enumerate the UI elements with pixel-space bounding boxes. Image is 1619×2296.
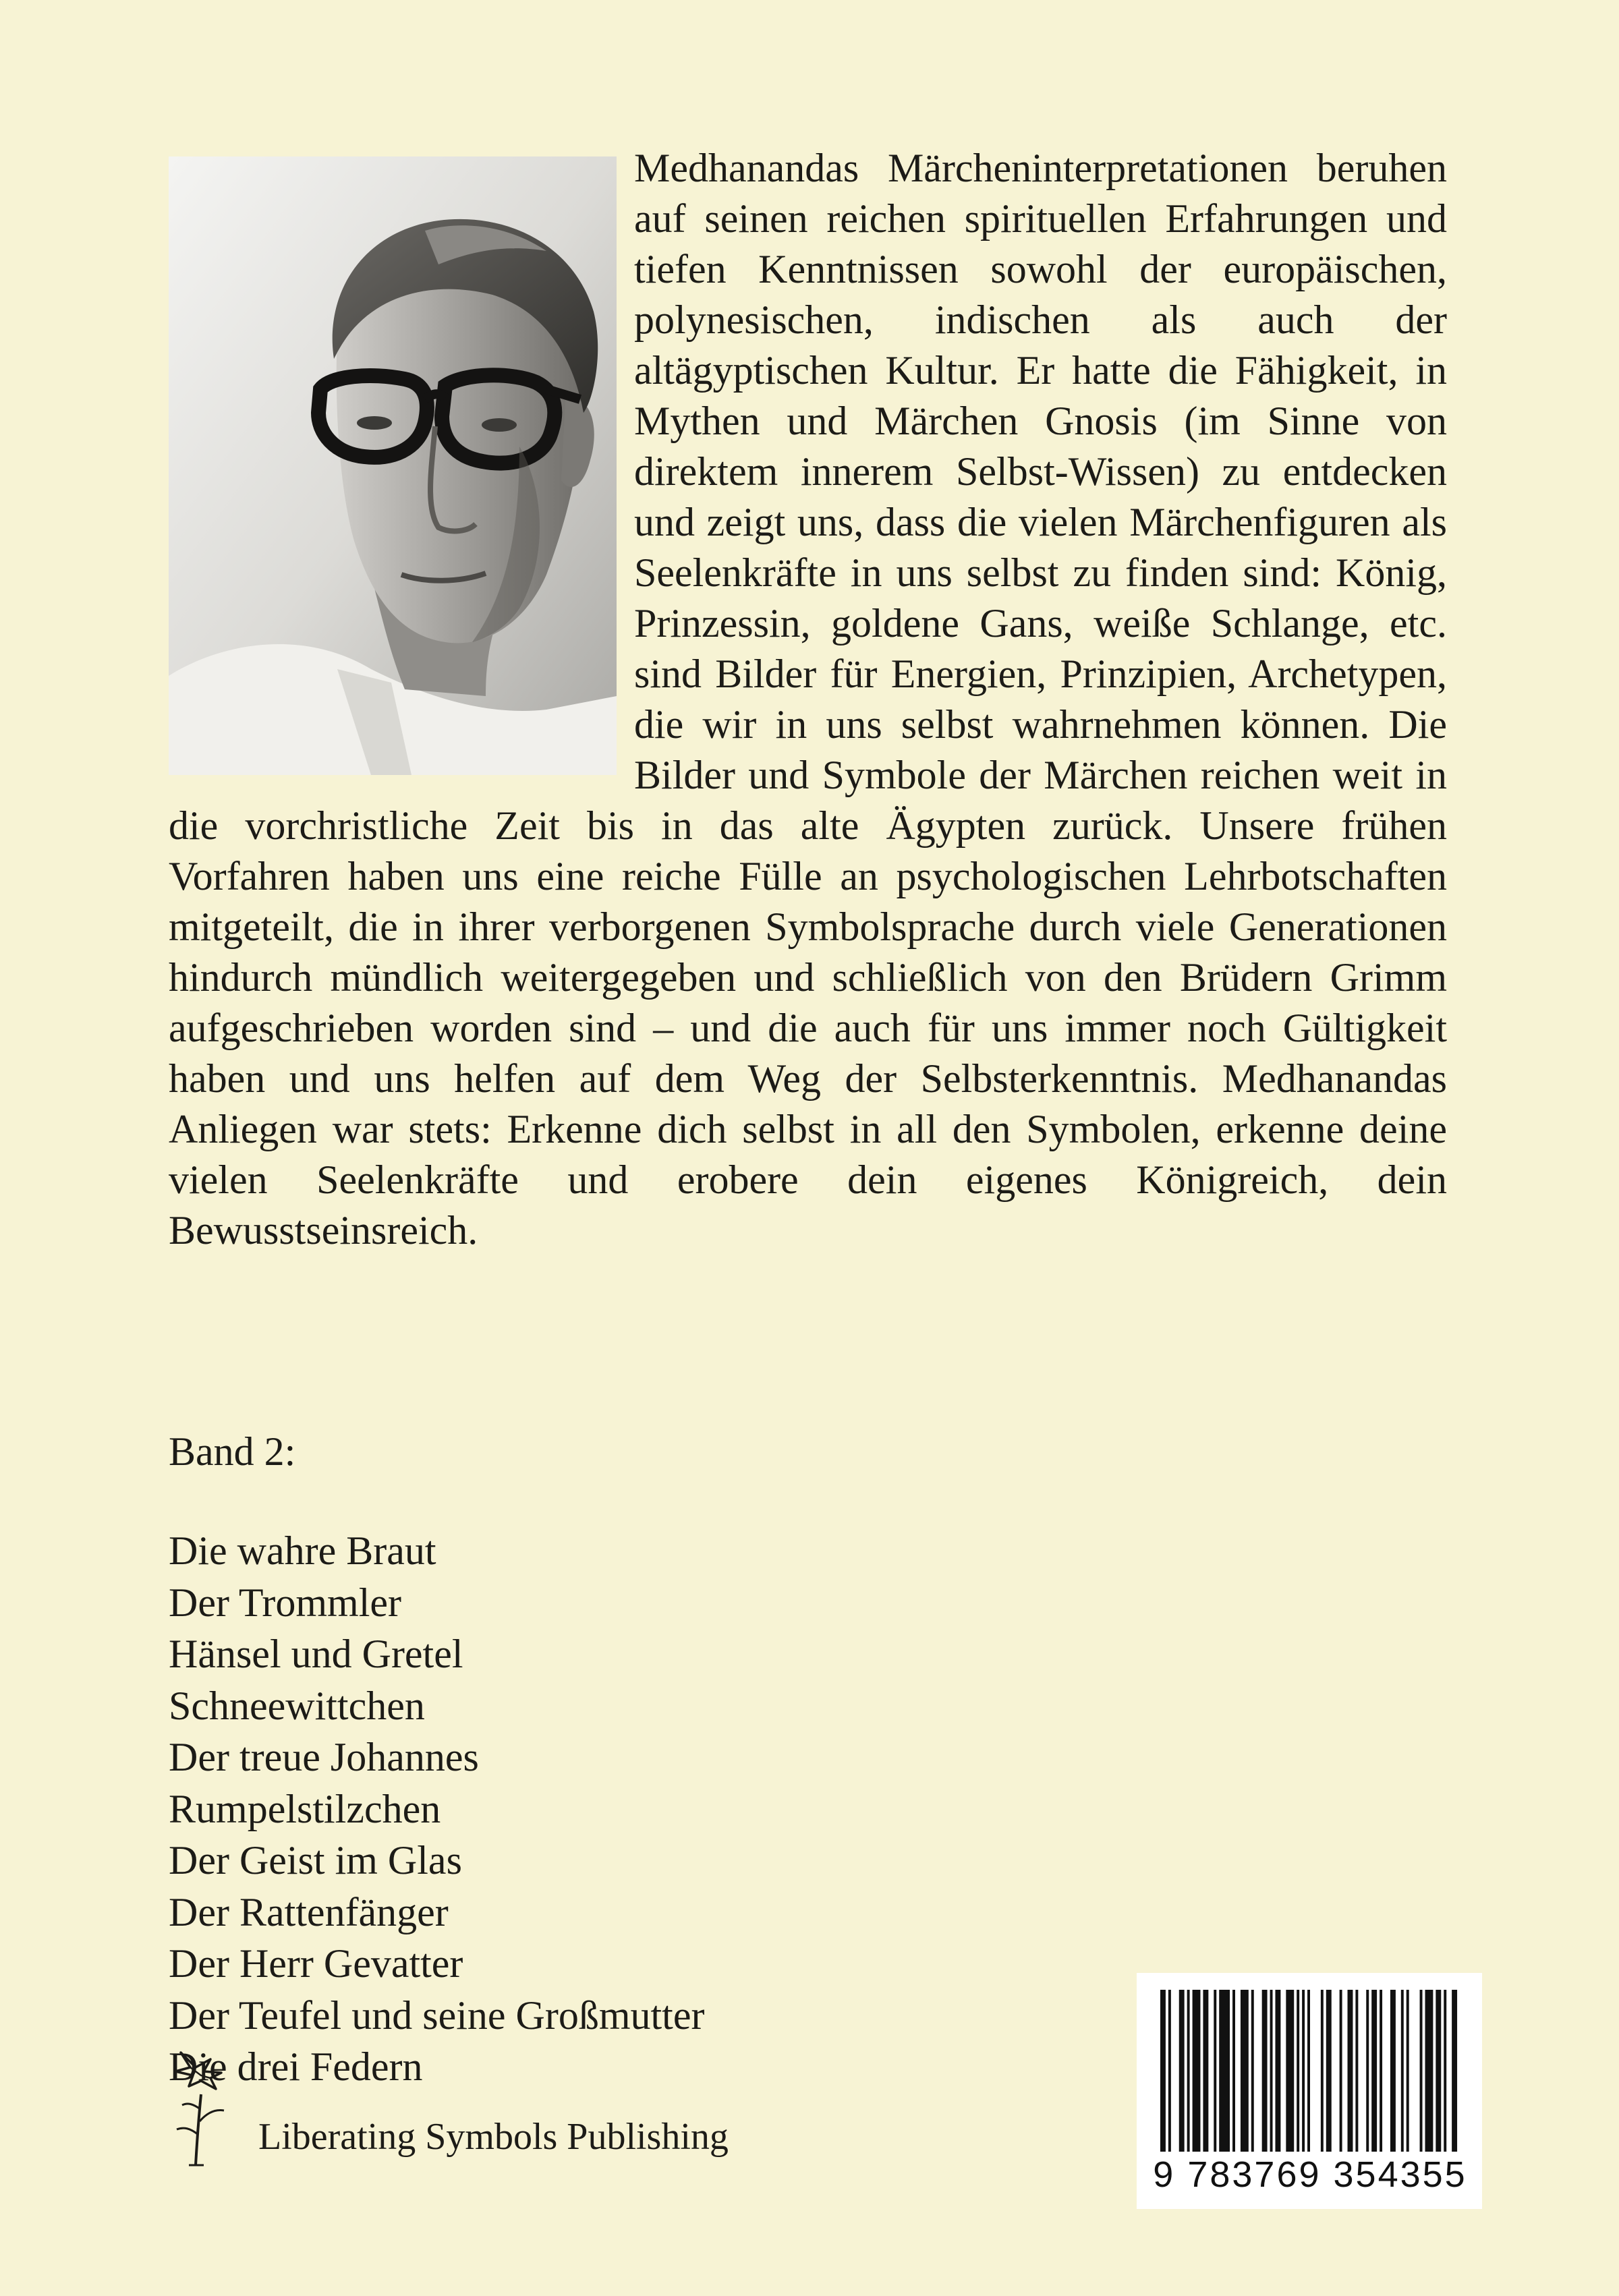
barcode-bar: [1407, 1990, 1409, 2152]
barcode-digits: 9 783769 354355: [1153, 2154, 1467, 2195]
barcode-bar: [1307, 1990, 1310, 2152]
barcode-bar: [1203, 1990, 1208, 2152]
barcode-bar: [1420, 1990, 1423, 2152]
barcode-bar: [1193, 1990, 1201, 2152]
barcode-bar: [1366, 1990, 1369, 2152]
barcode-bar: [1219, 1990, 1230, 2152]
barcode-bar: [1326, 1990, 1332, 2152]
blurb-text: [169, 143, 1447, 1256]
barcode-bar: [1168, 1990, 1171, 2152]
barcode-bar: [1251, 1990, 1254, 2152]
blurb-content: Medhanandas Märcheninterpretationen beruhen auf seinen reichen spirituellen Erfahrungen und tiefen Kenntnissen sowohl der europäischen, polynesischen, indischen als auch der altägyptischen Kultur. Er hatte die Fähigkeit, in Mythen und Märchen Gnosis (im Sinne von direktem innerem Selbst-Wissen) zu entdecken und zeigt uns, dass die vielen Märchenfiguren als Seelenkräfte in uns selbst zu finden sind: König, Prinzessin, goldene Gans, weiße Schlange, etc. sind Bilder für Energien, Prinzipien, Archetypen, die wir in uns selbst wahrnehmen können. Die Bilder und Symbole der Märchen reichen weit in die vorchristliche Zeit bis in das alte Ägypten zurück. Unsere frühen Vorfahren haben uns eine reiche Fülle an psychologischen Lehrbotschaften mitgeteilt, die in ihrer verborgenen Symbolsprache durch viele Generationen hindurch mündlich weitergegeben und schließlich von den Brüdern Grimm aufgeschrieben worden sind – und die auch für uns immer noch Gültigkeit haben und uns helfen auf dem Weg der Selbsterkenntnis. Medhanandas Anliegen war stets: Erkenne dich selbst in all den Symbolen, erkenne deine vielen Seelenkräfte und erobere dein eigenes Königreich, dein Bewusstseinsreich.: [169, 146, 1447, 1253]
publisher: [169, 2047, 776, 2169]
barcode-bar: [1348, 1990, 1353, 2152]
tale-item: Die drei Federn: [169, 2044, 423, 2089]
barcode-bar: [1187, 1990, 1190, 2152]
barcode-bar: [1270, 1990, 1273, 2152]
barcode-bar: [1452, 1990, 1457, 2152]
barcode-bar: [1232, 1990, 1235, 2152]
barcode-bars-icon: [1160, 1990, 1462, 2152]
tale-item: Rumpelstilzchen: [169, 1786, 441, 1831]
band-heading: Band 2:: [169, 1429, 296, 1474]
tale-item: Schneewittchen: [169, 1683, 425, 1728]
tale-item: Der Teufel und seine Großmutter: [169, 1992, 705, 2038]
barcode-bar: [1355, 1990, 1358, 2152]
barcode-bar: [1425, 1990, 1433, 2152]
barcode-bar: [1160, 1990, 1166, 2152]
barcode-bar: [1297, 1990, 1299, 2152]
tale-list: [169, 1525, 704, 2093]
barcode-bar: [1214, 1990, 1216, 2152]
barcode-bar: [1380, 1990, 1382, 2152]
barcode-bar: [1401, 1990, 1404, 2152]
barcode-bar: [1436, 1990, 1441, 2152]
barcode-bar: [1371, 1990, 1377, 2152]
bird-tree-logo-icon: [169, 2047, 256, 2169]
barcode-bar: [1444, 1990, 1446, 2152]
tale-item: Die wahre Braut: [169, 1528, 436, 1573]
barcode-bar: [1275, 1990, 1280, 2152]
barcode-bar: [1321, 1990, 1324, 2152]
isbn-barcode: [1137, 1973, 1482, 2209]
barcode-bar: [1302, 1990, 1305, 2152]
tale-item: Der Herr Gevatter: [169, 1941, 463, 1986]
barcode-bar: [1390, 1990, 1396, 2152]
barcode-bar: [1262, 1990, 1268, 2152]
barcode-bar: [1286, 1990, 1294, 2152]
barcode-bar: [1241, 1990, 1249, 2152]
tale-item: Der treue Johannes: [169, 1735, 479, 1779]
barcode-bar: [1179, 1990, 1185, 2152]
photo-wrap-spacer: [169, 143, 634, 791]
tale-item: Hänsel und Gretel: [169, 1632, 463, 1676]
tale-item: Der Trommler: [169, 1580, 401, 1625]
tale-item: Der Rattenfänger: [169, 1889, 449, 1934]
tale-item: Der Geist im Glas: [169, 1838, 462, 1883]
barcode-bar: [1340, 1990, 1342, 2152]
publisher-name: Liberating Symbols Publishing: [258, 2116, 729, 2158]
